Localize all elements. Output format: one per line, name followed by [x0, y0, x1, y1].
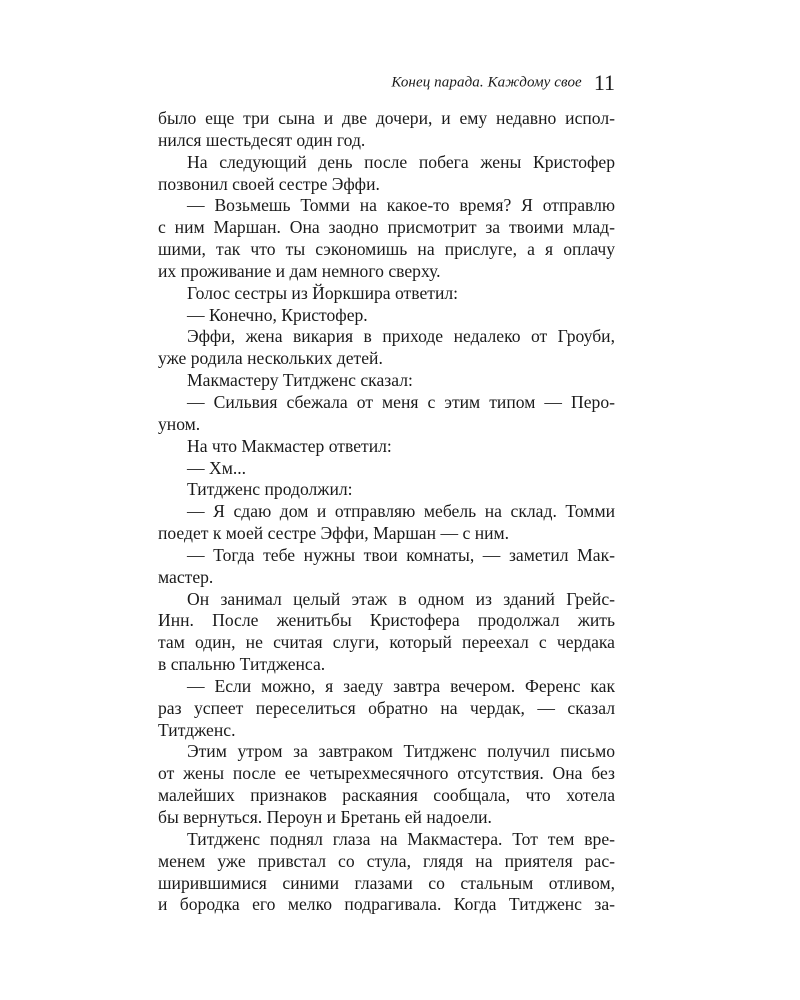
body-text — [158, 108, 615, 916]
text-line: Он занимал целый этаж в одном из зданий Грейс- — [187, 588, 615, 609]
text-line: мастер. — [158, 566, 214, 587]
text-line: и бородка его мелко подрагивала. Когда Титдженс за- — [158, 894, 615, 915]
text-line: Титдженс. — [158, 719, 236, 740]
text-line: — Возьмешь Томми на какое-то время? Я отправлю — [187, 195, 615, 216]
text-line: Голос сестры из Йоркшира ответил: — [187, 282, 459, 303]
text-line: позвонил своей сестре Эффи. — [158, 173, 380, 194]
text-line: — Конечно, Кристофер. — [187, 304, 368, 325]
text-line: там один, не считая слуги, который переехал с чердака — [158, 632, 615, 653]
text-line: уном. — [158, 413, 201, 434]
text-line: их проживание и дам немного сверху. — [158, 260, 441, 281]
text-line: с ним Маршан. Она заодно присмотрит за твоими млад- — [158, 217, 615, 238]
text-line: менем уже привстал со стула, глядя на приятеля рас- — [158, 850, 615, 871]
text-line: Этим утром за завтраком Титдженс получил письмо — [187, 741, 615, 762]
text-line: Макмастеру Титдженс сказал: — [187, 370, 413, 391]
text-line: шими, так что ты сэкономишь на прислуге, а я оплачу — [158, 239, 615, 260]
text-line: Титдженс продолжил: — [187, 479, 353, 500]
text-line: ширившимися синими глазами со стальным отливом, — [158, 872, 615, 893]
text-line: в спальню Титдженса. — [158, 654, 326, 675]
text-line: Инн. После женитьбы Кристофера продолжал жить — [158, 610, 615, 631]
text-line: малейших признаков раскаяния сообщала, что хотела — [158, 785, 615, 806]
text-line: уже родила нескольких детей. — [158, 348, 383, 369]
text-line: бы вернуться. Пероун и Бретань ей надоели. — [158, 807, 492, 827]
text-line: Эффи, жена викария в приходе недалеко от Гроуби, — [187, 326, 615, 347]
text-line: — Я сдаю дом и отправляю мебель на склад. Томми — [187, 501, 615, 522]
text-line: от жены после ее четырехмесячного отсутствия. Она без — [158, 763, 615, 784]
text-line: На что Макмастер ответил: — [187, 435, 392, 456]
page-number: 11 — [593, 70, 615, 95]
text-line: — Сильвия сбежала от меня с этим типом — Перо- — [187, 391, 615, 412]
text-line: — Хм... — [187, 457, 247, 478]
text-line: Титдженс поднял глаза на Макмастера. Тот тем вре- — [187, 828, 615, 849]
text-line: На следующий день после побега жены Кристофер — [187, 151, 615, 172]
text-line: — Если можно, я заеду завтра вечером. Ференс как — [187, 675, 615, 696]
running-head — [158, 70, 615, 96]
text-line: было еще три сына и две дочери, и ему недавно испол- — [158, 108, 615, 128]
text-line: поедет к моей сестре Эффи, Маршан — с ним. — [158, 523, 510, 544]
text-line: раз успеет переселиться обратно на чердак, — сказал — [158, 697, 615, 718]
text-line: — Тогда тебе нужны твои комнаты, — заметил Мак- — [187, 544, 615, 565]
text-line: нился шестьдесят один год. — [158, 129, 366, 150]
running-head-title: Конец парада. Каждому свое — [391, 74, 582, 91]
